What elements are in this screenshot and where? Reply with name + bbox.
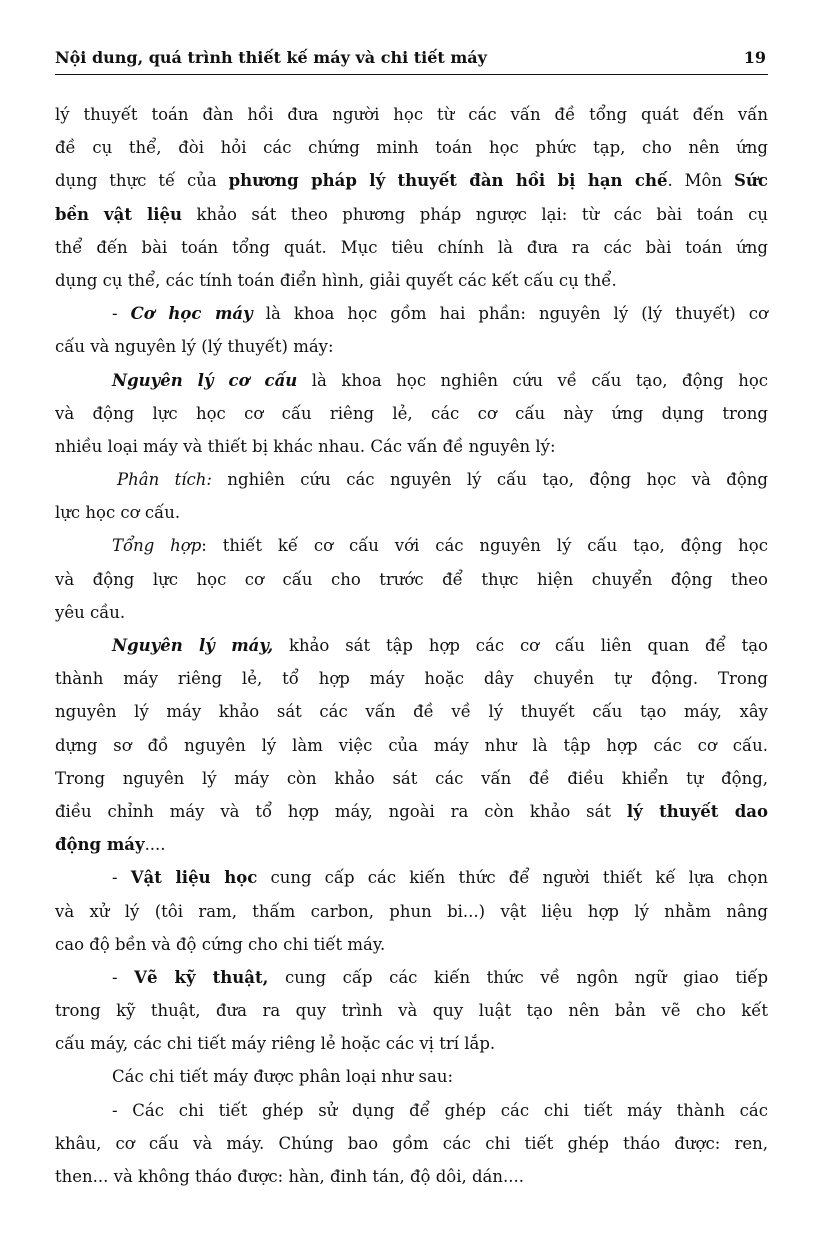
text-run: .... xyxy=(144,835,166,855)
emphasis-run: động máy xyxy=(55,835,145,855)
text-line xyxy=(55,596,768,629)
text-run: thể đến bài toán tổng quát. Mục tiêu chính là đưa ra các bài toán ứng xyxy=(55,237,768,257)
text-line xyxy=(55,330,768,363)
text-run: là khoa học nghiên cứu về cấu tạo, động học xyxy=(297,370,769,390)
text-run: - Các chi tiết ghép sử dụng để ghép các chi tiết máy thành các xyxy=(112,1100,768,1120)
text-run: và xử lý (tôi ram, thấm carbon, phun bi...) vật liệu hợp lý nhằm nâng xyxy=(55,901,768,921)
emphasis-run: Nguyên lý máy, xyxy=(112,636,274,655)
text-run: nghiên cứu các nguyên lý cấu tạo, động học và động xyxy=(211,470,768,490)
text-line xyxy=(55,828,768,861)
text-line xyxy=(55,662,768,695)
text-line xyxy=(55,264,768,297)
text-line xyxy=(55,364,768,397)
text-run: - xyxy=(112,304,131,324)
text-run: cao độ bền và độ cứng cho chi tiết máy. xyxy=(55,934,386,954)
text-run: dụng thực tế của xyxy=(55,171,229,191)
text-line xyxy=(55,729,768,762)
text-run: dụng cụ thể, các tính toán điển hình, giải quyết các kết cấu cụ thể. xyxy=(55,270,617,290)
text-run: điều chỉnh máy và tổ hợp máy, ngoài ra còn khảo sát xyxy=(55,801,627,821)
emphasis-run: Nguyên lý cơ cấu xyxy=(112,370,298,390)
page-header xyxy=(55,42,768,75)
text-line xyxy=(55,629,768,662)
text-line xyxy=(55,98,768,131)
text-line xyxy=(55,1027,768,1060)
text-run: nhiều loại máy và thiết bị khác nhau. Các vấn đề nguyên lý: xyxy=(55,436,556,456)
page-number: 19 xyxy=(743,48,766,67)
text-line xyxy=(55,1160,768,1193)
text-run: thành máy riêng lẻ, tổ hợp máy hoặc dây chuyền tự động. Trong xyxy=(55,669,768,689)
text-run: - xyxy=(112,967,135,987)
text-line xyxy=(55,231,768,264)
text-line xyxy=(55,297,768,330)
text-run: và động lực học cơ cấu cho trước để thực hiện chuyển động theo xyxy=(55,569,768,589)
emphasis-run: phương pháp lý thuyết đàn hồi bị hạn chế xyxy=(228,171,668,191)
text-run: cấu và nguyên lý (lý thuyết) máy: xyxy=(55,337,334,357)
text-line xyxy=(55,131,768,164)
emphasis-run: Vẽ kỹ thuật, xyxy=(134,967,269,987)
text-run: . Môn xyxy=(667,171,734,191)
text-line xyxy=(55,861,768,894)
text-line xyxy=(55,397,768,430)
text-line xyxy=(55,1127,768,1160)
text-line xyxy=(55,164,768,197)
emphasis-run: Vật liệu học xyxy=(130,868,258,888)
emphasis-run: Phân tích: xyxy=(117,470,212,490)
text-run: - xyxy=(112,868,131,888)
text-run: cấu máy, các chi tiết máy riêng lẻ hoặc các vị trí lắp. xyxy=(55,1034,496,1054)
text-line xyxy=(55,430,768,463)
text-line xyxy=(55,1094,768,1127)
text-run: đề cụ thể, đòi hỏi các chứng minh toán học phức tạp, cho nên ứng xyxy=(55,138,768,158)
text-line xyxy=(55,928,768,961)
text-run: lý thuyết toán đàn hồi đưa người học từ các vấn đề tổng quát đến vấn xyxy=(55,105,768,124)
text-run: lực học cơ cấu. xyxy=(55,503,181,523)
text-run: nguyên lý máy khảo sát các vấn đề về lý thuyết cấu tạo máy, xây xyxy=(55,702,768,722)
text-line xyxy=(55,1060,768,1093)
header-title: Nội dung, quá trình thiết kế máy và chi tiết máy xyxy=(55,48,487,67)
body-text xyxy=(55,98,768,1193)
text-line xyxy=(55,496,768,529)
text-line xyxy=(55,695,768,728)
text-line xyxy=(55,895,768,928)
text-run: dựng sơ đồ nguyên lý làm việc của máy như là tập hợp các cơ cấu. xyxy=(55,735,768,755)
text-line xyxy=(55,795,768,828)
emphasis-run: bền vật liệu xyxy=(55,204,182,224)
text-run: khảo sát tập hợp các cơ cấu liên quan để tạo xyxy=(273,636,768,655)
text-run: Trong nguyên lý máy còn khảo sát các vấn đề điều khiển tự động, xyxy=(55,768,768,788)
text-run: yêu cầu. xyxy=(55,602,126,622)
text-line xyxy=(55,463,768,496)
text-run: Các chi tiết máy được phân loại như sau: xyxy=(112,1067,454,1087)
text-run: : thiết kế cơ cấu với các nguyên lý cấu tạo, động học xyxy=(201,536,768,556)
text-line xyxy=(55,961,768,994)
text-run: cung cấp các kiến thức để người thiết kế lựa chọn xyxy=(257,868,768,888)
text-run: then... và không tháo được: hàn, đinh tán, độ dôi, dán.... xyxy=(55,1167,524,1186)
text-line xyxy=(55,529,768,562)
text-line xyxy=(55,762,768,795)
text-line xyxy=(55,994,768,1027)
text-run: khảo sát theo phương pháp ngược lại: từ các bài toán cụ xyxy=(181,204,769,224)
emphasis-run: lý thuyết dao xyxy=(626,801,769,821)
emphasis-run: Cơ học máy xyxy=(130,304,253,324)
emphasis-run: Tổng hợp xyxy=(112,536,202,556)
text-run: và động lực học cơ cấu riêng lẻ, các cơ cấu này ứng dụng trong xyxy=(55,403,768,423)
text-run: khâu, cơ cấu và máy. Chúng bao gồm các chi tiết ghép tháo được: ren, xyxy=(55,1133,768,1153)
text-line xyxy=(55,198,768,231)
text-run: là khoa học gồm hai phần: nguyên lý (lý thuyết) cơ xyxy=(252,304,768,324)
text-run: cung cấp các kiến thức về ngôn ngữ giao tiếp xyxy=(268,967,769,987)
emphasis-run: Sức xyxy=(734,171,768,191)
text-run: trong kỹ thuật, đưa ra quy trình và quy luật tạo nên bản vẽ cho kết xyxy=(55,1001,768,1021)
text-line xyxy=(55,563,768,596)
